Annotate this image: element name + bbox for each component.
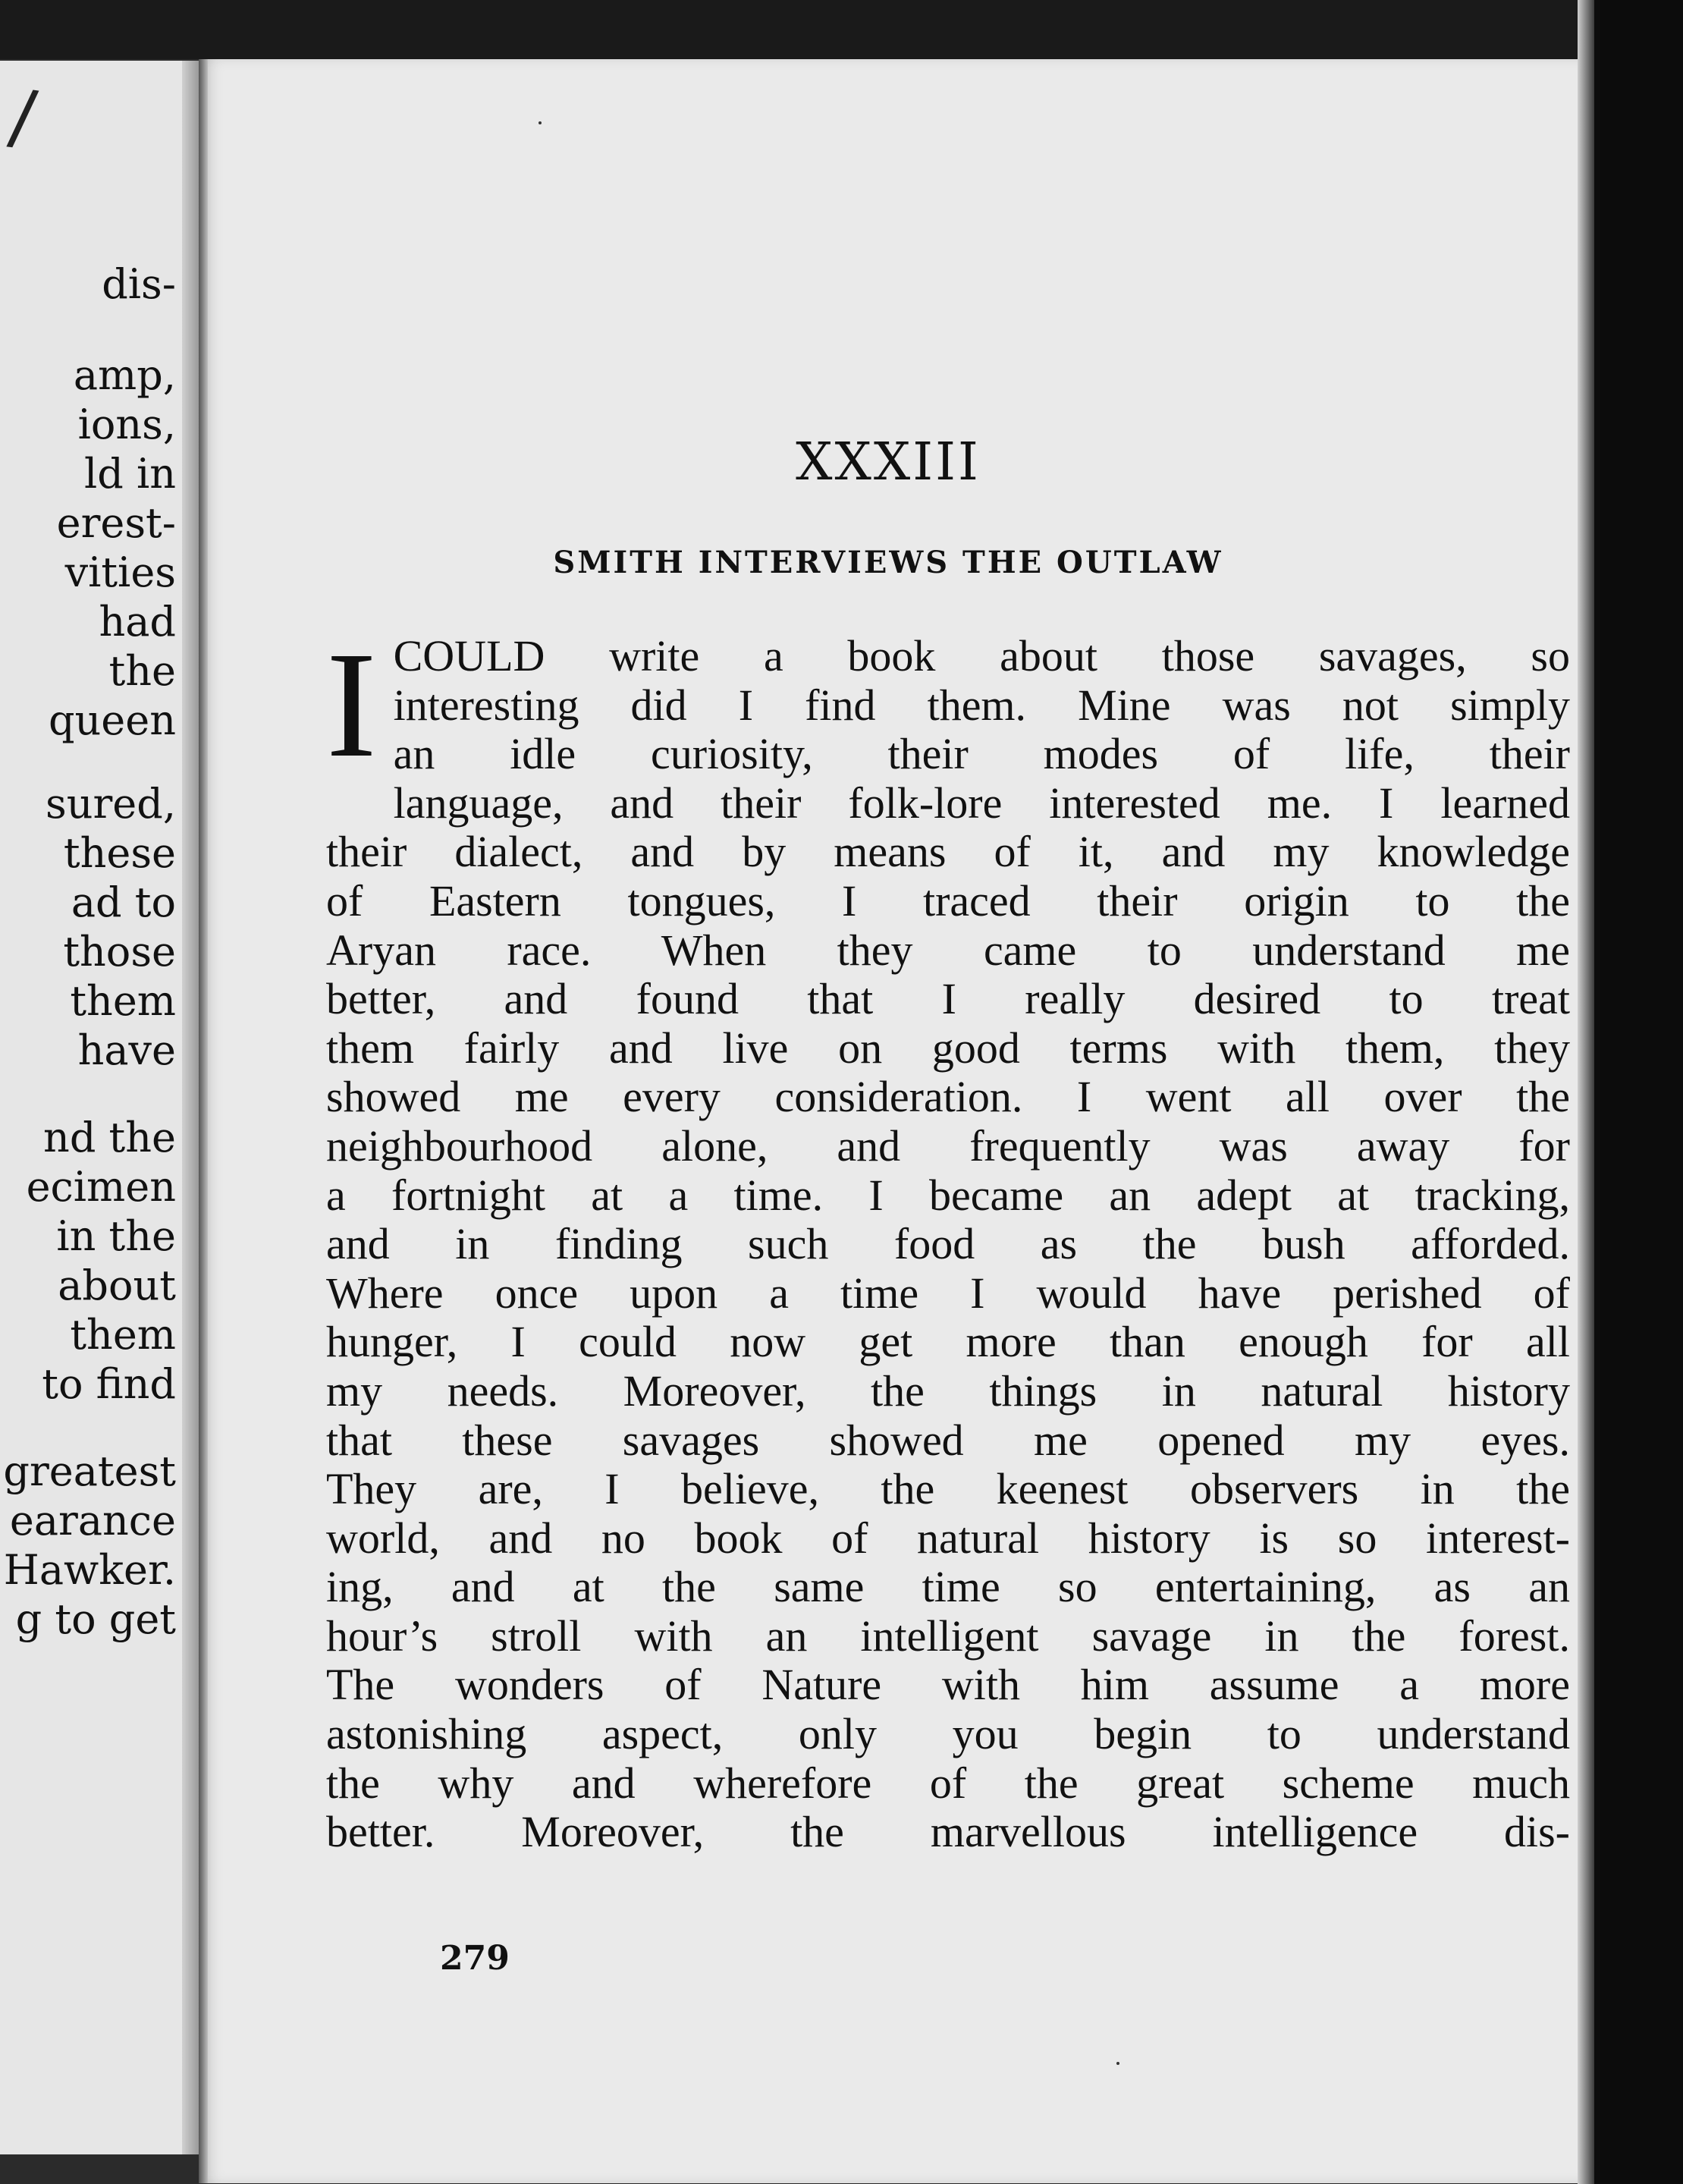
left-page-line: Hawker. bbox=[3, 1546, 176, 1594]
chapter-body bbox=[326, 621, 1570, 1857]
text-line: an idle curiosity, their modes of life, their bbox=[393, 729, 1570, 779]
left-page-line: nd the bbox=[43, 1114, 176, 1161]
left-page-line: the bbox=[108, 647, 176, 695]
text-line: them fairly and live on good terms with them, they bbox=[326, 1023, 1570, 1073]
text-line: COULD write a book about those savages, so bbox=[393, 631, 1570, 680]
text-line: language, and their folk-lore interested me. I learned bbox=[393, 778, 1570, 828]
left-page-line: ld in bbox=[83, 450, 176, 498]
left-page-line: dis- bbox=[102, 260, 176, 308]
left-page-line: those bbox=[63, 928, 176, 976]
chapter-number: XXXIII bbox=[796, 432, 981, 492]
text-line: hunger, I could now get more than enough for all bbox=[326, 1317, 1570, 1367]
text-line: their dialect, and by means of it, and my knowledge bbox=[326, 827, 1570, 877]
left-page-line: to find bbox=[42, 1360, 176, 1408]
book-page bbox=[199, 59, 1578, 2183]
text-line: and in finding such food as the bush afforded. bbox=[326, 1219, 1570, 1269]
text-line: better, and found that I really desired to treat bbox=[326, 974, 1570, 1024]
text-line: Where once upon a time I would have perished of bbox=[326, 1268, 1570, 1318]
left-page-line: have bbox=[77, 1026, 176, 1074]
chapter-title: SMITH INTERVIEWS THE OUTLAW bbox=[553, 545, 1223, 580]
text-line: ing, and at the same time so entertaining, as an bbox=[326, 1562, 1570, 1612]
left-page-line: ecimen bbox=[26, 1163, 176, 1211]
text-line: They are, I believe, the keenest observers in the bbox=[326, 1464, 1570, 1514]
pen-mark: / bbox=[5, 73, 41, 161]
page-edge bbox=[1578, 0, 1594, 2184]
text-line: of Eastern tongues, I traced their origin to the bbox=[326, 875, 1570, 925]
text-line: The wonders of Nature with him assume a more bbox=[326, 1660, 1570, 1710]
left-page-line: erest- bbox=[56, 499, 176, 547]
left-page-line: them bbox=[70, 1311, 176, 1359]
text-line: astonishing aspect, only you begin to understand bbox=[326, 1709, 1570, 1759]
text-line: that these savages showed me opened my eyes. bbox=[326, 1415, 1570, 1465]
text-line: world, and no book of natural history is so interest- bbox=[326, 1513, 1570, 1563]
text-line: my needs. Moreover, the things in natural history bbox=[326, 1365, 1570, 1416]
left-page-line: had bbox=[99, 598, 176, 646]
left-page-line: g to get bbox=[15, 1595, 176, 1643]
text-line: interesting did I find them. Mine was not simply bbox=[393, 680, 1570, 730]
left-page-line: them bbox=[70, 977, 176, 1025]
text-line: a fortnight at a time. I became an adept at tracking, bbox=[326, 1170, 1570, 1220]
text-line: neighbourhood alone, and frequently was away for bbox=[326, 1120, 1570, 1171]
left-page-line: these bbox=[63, 829, 176, 877]
page-edge-shadow bbox=[199, 59, 208, 2183]
text-line: the why and wherefore of the great scheme much bbox=[326, 1758, 1570, 1808]
left-page-line: ad to bbox=[71, 878, 176, 926]
left-page-line: ions, bbox=[77, 401, 176, 448]
left-page-line: amp, bbox=[73, 351, 176, 399]
drop-cap: I bbox=[326, 621, 377, 789]
page-gutter bbox=[182, 61, 199, 2154]
previous-page-strip bbox=[0, 61, 199, 2154]
left-page-line: earance bbox=[9, 1497, 176, 1545]
scan-speck bbox=[538, 121, 542, 124]
text-line: showed me every consideration. I went all over the bbox=[326, 1072, 1570, 1122]
scan-top-border bbox=[0, 0, 1683, 59]
scan-right-border bbox=[1578, 0, 1683, 2184]
text-line: better. Moreover, the marvellous intelligence dis- bbox=[326, 1807, 1570, 1857]
left-page-line: sured, bbox=[46, 780, 176, 828]
left-page-line: about bbox=[58, 1262, 176, 1309]
text-line: Aryan race. When they came to understand me bbox=[326, 925, 1570, 975]
page-number: 279 bbox=[440, 1939, 510, 1978]
left-page-line: vities bbox=[64, 548, 176, 596]
scan-speck bbox=[1116, 2062, 1119, 2065]
left-page-line: greatest bbox=[3, 1447, 176, 1495]
text-line: hour’s stroll with an intelligent savage in the forest. bbox=[326, 1611, 1570, 1661]
left-page-line: queen bbox=[48, 696, 176, 744]
left-page-line: in the bbox=[56, 1212, 176, 1260]
